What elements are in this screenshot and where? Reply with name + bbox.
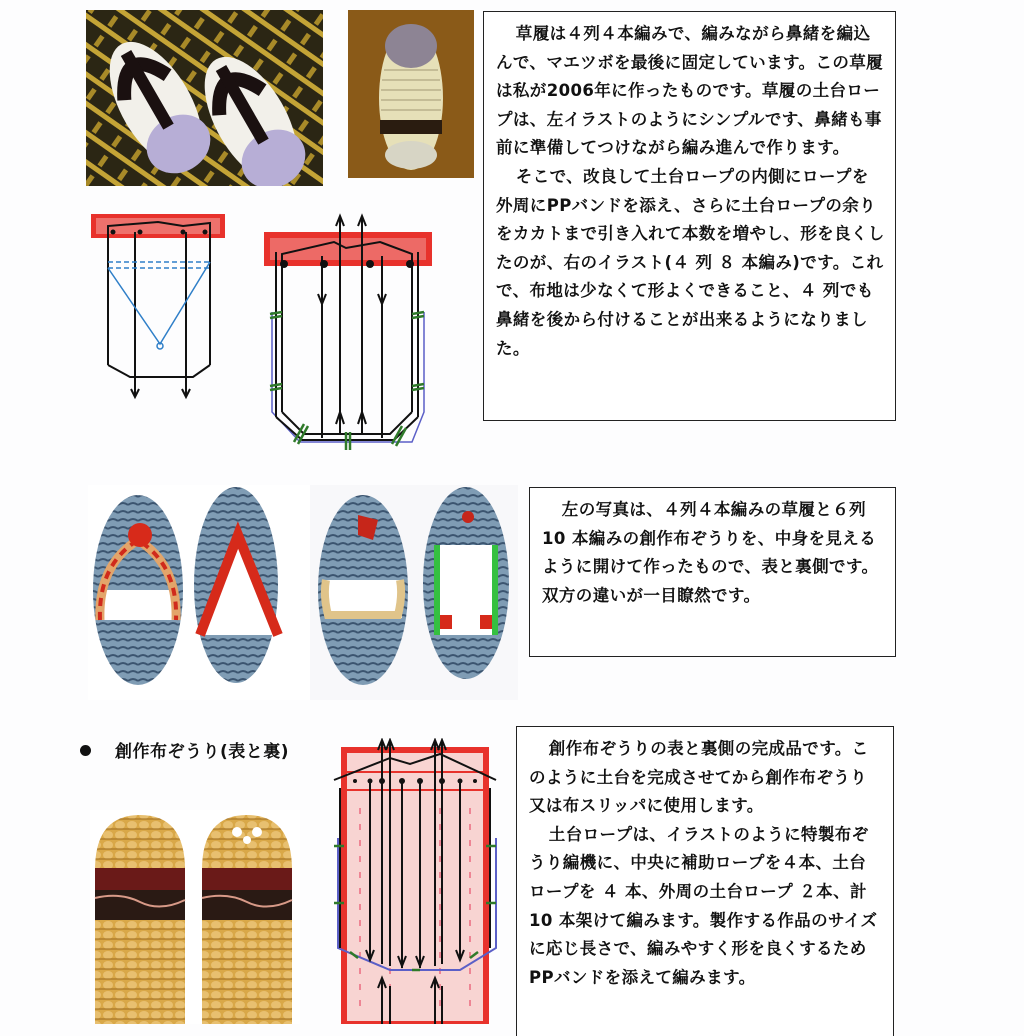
section3-text-box bbox=[516, 726, 894, 1036]
section1-paragraph-1: 草履は４列４本編みで、編みながら鼻緒を編込んで、マエツボを最後に固定しています。この草履は私が2006年に作ったものです。草履の土台ロープは、左イラストのようにシンプルです、鼻緒も事前に準備してつけながら編み進んで作ります。 bbox=[496, 24, 884, 158]
zori-pair-photo bbox=[86, 10, 323, 186]
bullet-icon bbox=[80, 745, 91, 756]
section3-heading-text: 創作布ぞうり(表と裏) bbox=[115, 742, 290, 762]
section2-text-box bbox=[529, 487, 896, 657]
section3-paragraph-2: 土台ロープは、イラストのように特製布ぞうり編機に、中央に補助ロープを４本、土台ロープを ４ 本、外周の土台ロープ ２本、計 10 本架けて編みます。製作する作品のサイズに応じ長さで、編みやすく形を良くするためPPバンドを添えて編みます。 bbox=[529, 824, 878, 987]
section2-paragraph-1: 左の写真は、４列４本編みの草履と６列 10 本編みの創作布ぞうりを、中身を見えるように開けて作ったもので、表と裏側です。双方の違いが一目瞭然です。 bbox=[542, 500, 879, 605]
section1-paragraph-2: そこで、改良して土台ロープの内側にロープを外周にPPバンドを添え、さらに土台ロープの余りをカカトまで引き入れて本数を増やし、形を良くしたのが、右のイラスト(４ 列 ８ 本編み)です。これで、布地は少なくて形よくできること、４ 列でも鼻緒を後から付けることが出来るようになりました。 bbox=[496, 166, 885, 358]
finished-fabric-zori-photo bbox=[90, 810, 300, 1024]
cut-open-zori-photo bbox=[88, 485, 518, 700]
zori-single-photo bbox=[348, 10, 474, 178]
loom-setup-diagram bbox=[330, 738, 500, 1024]
improved-base-rope-diagram bbox=[262, 212, 434, 462]
simple-base-rope-diagram bbox=[88, 210, 228, 400]
section3-paragraph-1: 創作布ぞうりの表と裏側の完成品です。このように土台を完成させてから創作布ぞうり又は布スリッパに使用します。 bbox=[529, 739, 869, 816]
section1-text-box bbox=[483, 11, 896, 421]
section3-heading bbox=[80, 737, 289, 762]
